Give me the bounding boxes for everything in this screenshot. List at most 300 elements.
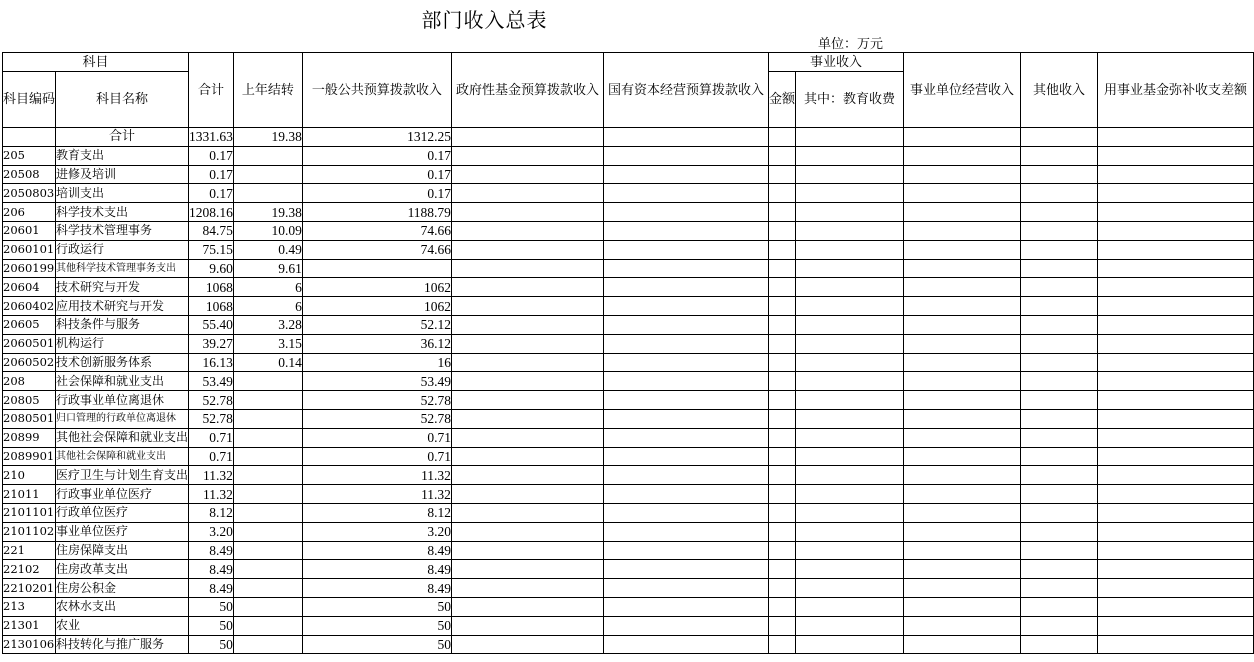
table-row [3, 259, 1254, 278]
row-other-income [1021, 240, 1098, 259]
row-fund-offset [1098, 466, 1254, 485]
header-code: 科目编码 [3, 72, 56, 128]
row-state-capital [603, 184, 768, 203]
row-code: 20805 [3, 391, 56, 410]
row-gov-fund [451, 184, 603, 203]
row-other-income [1021, 184, 1098, 203]
table-row [3, 635, 1254, 654]
row-carryover [233, 616, 302, 635]
row-other-income [1021, 522, 1098, 541]
row-general-budget: 8.49 [302, 560, 451, 579]
row-general-budget: 16 [302, 353, 451, 372]
row-business-income [904, 353, 1021, 372]
row-code: 206 [3, 203, 56, 222]
row-business-income [904, 579, 1021, 598]
row-edu-fee [795, 334, 903, 353]
row-code: 2060101 [3, 240, 56, 259]
row-other-income [1021, 372, 1098, 391]
row-career-amount [768, 503, 795, 522]
row-edu-fee [795, 240, 903, 259]
row-code: 20508 [3, 165, 56, 184]
row-general-budget: 74.66 [302, 221, 451, 240]
row-gov-fund [451, 165, 603, 184]
row-gov-fund [451, 259, 603, 278]
row-total: 1331.63 [189, 129, 233, 145]
row-code: 20604 [3, 278, 56, 297]
header-edu-fee: 其中：教育收费 [795, 72, 903, 128]
row-business-income [904, 428, 1021, 447]
row-code: 2130106 [3, 635, 56, 654]
row-general-budget: 0.17 [302, 146, 451, 165]
row-general-budget: 11.32 [302, 466, 451, 485]
row-business-income [904, 522, 1021, 541]
row-career-amount [768, 128, 795, 147]
row-general-budget: 0.71 [302, 428, 451, 447]
row-general-budget: 1188.79 [302, 203, 451, 222]
row-general-budget: 8.12 [302, 503, 451, 522]
row-gov-fund [451, 616, 603, 635]
row-other-income [1021, 616, 1098, 635]
row-general-budget: 74.66 [302, 240, 451, 259]
row-total: 3.20 [189, 522, 234, 541]
header-carryover: 上年结转 [233, 53, 302, 128]
row-gov-fund [451, 485, 603, 504]
row-carryover [233, 372, 302, 391]
row-career-amount [768, 616, 795, 635]
row-general-budget: 50 [302, 597, 451, 616]
row-gov-fund [451, 597, 603, 616]
row-carryover [233, 635, 302, 654]
row-code: 2101102 [3, 522, 56, 541]
row-edu-fee [795, 146, 903, 165]
table-row [3, 391, 1254, 410]
row-other-income [1021, 485, 1098, 504]
row-code: 213 [3, 597, 56, 616]
row-business-income [904, 541, 1021, 560]
table-row [3, 503, 1254, 522]
row-career-amount [768, 485, 795, 504]
row-code: 20899 [3, 428, 56, 447]
row-other-income [1021, 560, 1098, 579]
row-carryover [233, 485, 302, 504]
row-state-capital [603, 522, 768, 541]
row-state-capital [603, 353, 768, 372]
row-gov-fund [451, 522, 603, 541]
row-edu-fee [795, 522, 903, 541]
row-gov-fund [451, 579, 603, 598]
row-name: 行政事业单位医疗 [56, 485, 189, 504]
row-career-amount [768, 334, 795, 353]
row-fund-offset [1098, 221, 1254, 240]
row-state-capital [603, 597, 768, 616]
row-carryover [233, 579, 302, 598]
row-career-amount [768, 466, 795, 485]
row-state-capital [603, 165, 768, 184]
row-gov-fund [451, 221, 603, 240]
row-name: 应用技术研究与开发 [56, 297, 189, 316]
row-other-income [1021, 203, 1098, 222]
income-table [2, 52, 1254, 654]
row-name: 社会保障和就业支出 [56, 372, 189, 391]
row-edu-fee [795, 579, 903, 598]
row-edu-fee [795, 165, 903, 184]
table-row [3, 353, 1254, 372]
row-edu-fee [795, 428, 903, 447]
row-code: 205 [3, 146, 56, 165]
row-carryover: 19.38 [233, 203, 302, 222]
row-career-amount [768, 541, 795, 560]
header-general-budget: 一般公共预算拨款收入 [302, 53, 451, 128]
row-fund-offset [1098, 428, 1254, 447]
row-name: 科学技术管理事务 [56, 221, 189, 240]
row-edu-fee [795, 391, 903, 410]
row-carryover: 0.14 [233, 353, 302, 372]
row-career-amount [768, 165, 795, 184]
row-fund-offset [1098, 541, 1254, 560]
row-business-income [904, 146, 1021, 165]
row-other-income [1021, 466, 1098, 485]
row-name: 农林水支出 [56, 597, 189, 616]
row-other-income [1021, 409, 1098, 428]
row-general-budget: 1312.25 [302, 128, 451, 147]
row-edu-fee [795, 635, 903, 654]
row-general-budget: 36.12 [302, 334, 451, 353]
row-total: 52.78 [189, 409, 234, 428]
row-name: 技术创新服务体系 [56, 353, 189, 372]
row-carryover [233, 447, 302, 466]
header-other-income: 其他收入 [1021, 53, 1098, 128]
row-general-budget: 1062 [302, 278, 451, 297]
row-business-income [904, 221, 1021, 240]
row-career-amount [768, 184, 795, 203]
row-code: 210 [3, 466, 56, 485]
row-career-amount [768, 315, 795, 334]
row-name: 培训支出 [56, 184, 189, 203]
row-general-budget: 11.32 [302, 485, 451, 504]
row-edu-fee [795, 128, 903, 147]
row-business-income [904, 184, 1021, 203]
row-state-capital [603, 315, 768, 334]
row-other-income [1021, 579, 1098, 598]
row-total: 11.32 [189, 485, 234, 504]
table-row [3, 240, 1254, 259]
row-total: 84.75 [189, 221, 234, 240]
row-carryover [233, 597, 302, 616]
row-career-amount [768, 597, 795, 616]
row-gov-fund [451, 560, 603, 579]
row-business-income [904, 240, 1021, 259]
row-total: 0.17 [189, 146, 234, 165]
row-gov-fund [451, 466, 603, 485]
row-total: 0.17 [189, 165, 234, 184]
row-business-income [904, 315, 1021, 334]
row-edu-fee [795, 541, 903, 560]
row-career-amount [768, 428, 795, 447]
row-carryover: 0.49 [233, 240, 302, 259]
row-total: 8.12 [189, 503, 234, 522]
row-career-amount [768, 353, 795, 372]
row-fund-offset [1098, 409, 1254, 428]
row-career-amount [768, 259, 795, 278]
row-state-capital [603, 297, 768, 316]
row-other-income [1021, 221, 1098, 240]
row-code: 2050803 [3, 184, 56, 203]
row-total: 8.49 [189, 579, 234, 598]
row-other-income [1021, 278, 1098, 297]
row-general-budget: 8.49 [302, 579, 451, 598]
row-fund-offset [1098, 278, 1254, 297]
row-career-amount [768, 203, 795, 222]
header-subject: 科目 [3, 53, 189, 72]
row-business-income [904, 372, 1021, 391]
table-row [3, 579, 1254, 598]
row-edu-fee [795, 315, 903, 334]
row-other-income [1021, 259, 1098, 278]
row-other-income [1021, 428, 1098, 447]
row-general-budget: 53.49 [302, 372, 451, 391]
row-gov-fund [451, 334, 603, 353]
row-code: 22102 [3, 560, 56, 579]
row-code: 20605 [3, 315, 56, 334]
row-state-capital [603, 503, 768, 522]
row-total: 75.15 [189, 240, 234, 259]
table-row [3, 428, 1254, 447]
row-business-income [904, 259, 1021, 278]
row-business-income [904, 466, 1021, 485]
row-state-capital [603, 146, 768, 165]
row-career-amount [768, 560, 795, 579]
row-general-budget: 52.12 [302, 315, 451, 334]
row-general-budget: 50 [302, 616, 451, 635]
row-gov-fund [451, 297, 603, 316]
row-name: 其他社会保障和就业支出 [56, 447, 189, 466]
row-gov-fund [451, 240, 603, 259]
row-state-capital [603, 485, 768, 504]
row-name: 事业单位医疗 [56, 522, 189, 541]
row-gov-fund [451, 372, 603, 391]
row-career-amount [768, 447, 795, 466]
row-carryover [233, 391, 302, 410]
row-general-budget: 3.20 [302, 522, 451, 541]
row-other-income [1021, 503, 1098, 522]
row-name: 其他科学技术管理事务支出 [56, 259, 189, 278]
row-business-income [904, 203, 1021, 222]
row-name: 教育支出 [56, 146, 189, 165]
row-general-budget: 52.78 [302, 391, 451, 410]
table-row [3, 165, 1254, 184]
row-gov-fund [451, 635, 603, 654]
row-edu-fee [795, 221, 903, 240]
row-fund-offset [1098, 485, 1254, 504]
row-name: 归口管理的行政单位离退休 [56, 409, 189, 428]
row-name: 合计 [56, 128, 189, 147]
row-code: 21301 [3, 616, 56, 635]
row-carryover: 19.38 [233, 128, 302, 147]
row-name: 医疗卫生与计划生育支出 [56, 466, 189, 485]
row-fund-offset [1098, 447, 1254, 466]
row-code: 2060502 [3, 353, 56, 372]
row-general-budget: 8.49 [302, 541, 451, 560]
row-state-capital [603, 128, 768, 147]
header-gov-fund: 政府性基金预算拨款收入 [451, 53, 603, 128]
row-business-income [904, 128, 1021, 147]
row-carryover [233, 184, 302, 203]
row-gov-fund [451, 541, 603, 560]
row-business-income [904, 334, 1021, 353]
row-code: 2089901 [3, 447, 56, 466]
row-name: 进修及培训 [56, 165, 189, 184]
unit-label: 单位：万元 [818, 37, 884, 52]
row-gov-fund [451, 447, 603, 466]
row-state-capital [603, 428, 768, 447]
row-carryover [233, 541, 302, 560]
row-carryover [233, 165, 302, 184]
row-name: 技术研究与开发 [56, 278, 189, 297]
row-general-budget: 0.17 [302, 184, 451, 203]
table-row [3, 128, 1254, 147]
row-other-income [1021, 128, 1098, 147]
row-business-income [904, 409, 1021, 428]
row-state-capital [603, 278, 768, 297]
row-fund-offset [1098, 522, 1254, 541]
row-state-capital [603, 447, 768, 466]
row-code: 2210201 [3, 579, 56, 598]
row-fund-offset [1098, 353, 1254, 372]
row-other-income [1021, 334, 1098, 353]
row-general-budget: 50 [302, 635, 451, 654]
row-edu-fee [795, 353, 903, 372]
row-state-capital [603, 259, 768, 278]
row-total: 1208.16 [189, 204, 233, 220]
header-state-capital: 国有资本经营预算拨款收入 [603, 53, 768, 128]
row-fund-offset [1098, 616, 1254, 635]
row-fund-offset [1098, 579, 1254, 598]
row-gov-fund [451, 428, 603, 447]
table-body [3, 128, 1254, 654]
row-carryover: 10.09 [233, 221, 302, 240]
row-code: 2060501 [3, 334, 56, 353]
row-state-capital [603, 334, 768, 353]
row-other-income [1021, 391, 1098, 410]
row-fund-offset [1098, 503, 1254, 522]
row-business-income [904, 485, 1021, 504]
row-code: 2080501 [3, 409, 56, 428]
row-gov-fund [451, 315, 603, 334]
row-total: 1068 [189, 297, 234, 316]
row-other-income [1021, 297, 1098, 316]
table-row [3, 616, 1254, 635]
row-fund-offset [1098, 146, 1254, 165]
row-edu-fee [795, 184, 903, 203]
table-row [3, 597, 1254, 616]
row-gov-fund [451, 146, 603, 165]
row-career-amount [768, 278, 795, 297]
row-state-capital [603, 372, 768, 391]
row-business-income [904, 165, 1021, 184]
row-carryover: 9.61 [233, 259, 302, 278]
row-other-income [1021, 165, 1098, 184]
row-total: 0.17 [189, 184, 234, 203]
row-business-income [904, 503, 1021, 522]
row-carryover [233, 466, 302, 485]
table-row [3, 466, 1254, 485]
row-carryover [233, 428, 302, 447]
row-carryover: 6 [233, 278, 302, 297]
row-business-income [904, 635, 1021, 654]
row-name: 科学技术支出 [56, 203, 189, 222]
row-general-budget: 0.17 [302, 165, 451, 184]
header-name: 科目名称 [56, 72, 189, 128]
row-edu-fee [795, 447, 903, 466]
table-row [3, 485, 1254, 504]
row-code: 2101101 [3, 503, 56, 522]
row-business-income [904, 447, 1021, 466]
row-career-amount [768, 372, 795, 391]
row-fund-offset [1098, 259, 1254, 278]
row-code: 2060402 [3, 297, 56, 316]
row-gov-fund [451, 203, 603, 222]
row-general-budget: 1062 [302, 297, 451, 316]
row-carryover: 3.28 [233, 315, 302, 334]
row-name: 行政运行 [56, 240, 189, 259]
row-total: 8.49 [189, 560, 234, 579]
table-row [3, 203, 1254, 222]
row-fund-offset [1098, 297, 1254, 316]
row-total: 8.49 [189, 541, 234, 560]
row-total: 11.32 [189, 466, 234, 485]
row-edu-fee [795, 560, 903, 579]
row-business-income [904, 616, 1021, 635]
row-edu-fee [795, 597, 903, 616]
row-fund-offset [1098, 315, 1254, 334]
row-fund-offset [1098, 560, 1254, 579]
row-state-capital [603, 203, 768, 222]
row-fund-offset [1098, 391, 1254, 410]
table-row [3, 278, 1254, 297]
row-total: 50 [189, 597, 234, 616]
header-business-income: 事业单位经营收入 [904, 53, 1021, 128]
row-name: 其他社会保障和就业支出 [56, 428, 189, 447]
row-other-income [1021, 635, 1098, 654]
row-code: 21011 [3, 485, 56, 504]
row-gov-fund [451, 278, 603, 297]
row-gov-fund [451, 353, 603, 372]
table-row [3, 522, 1254, 541]
row-fund-offset [1098, 128, 1254, 147]
row-career-amount [768, 297, 795, 316]
row-edu-fee [795, 503, 903, 522]
row-fund-offset [1098, 597, 1254, 616]
row-edu-fee [795, 485, 903, 504]
row-state-capital [603, 560, 768, 579]
header-total: 合计 [189, 53, 234, 128]
row-total: 52.78 [189, 391, 234, 410]
row-name: 机构运行 [56, 334, 189, 353]
row-total: 55.40 [189, 315, 234, 334]
row-career-amount [768, 409, 795, 428]
row-name: 科技转化与推广服务 [56, 635, 189, 654]
row-gov-fund [451, 128, 603, 147]
row-career-amount [768, 146, 795, 165]
table-row [3, 297, 1254, 316]
row-edu-fee [795, 278, 903, 297]
row-state-capital [603, 635, 768, 654]
row-career-amount [768, 522, 795, 541]
row-carryover [233, 522, 302, 541]
row-name: 住房改革支出 [56, 560, 189, 579]
row-total: 53.49 [189, 372, 234, 391]
row-edu-fee [795, 466, 903, 485]
